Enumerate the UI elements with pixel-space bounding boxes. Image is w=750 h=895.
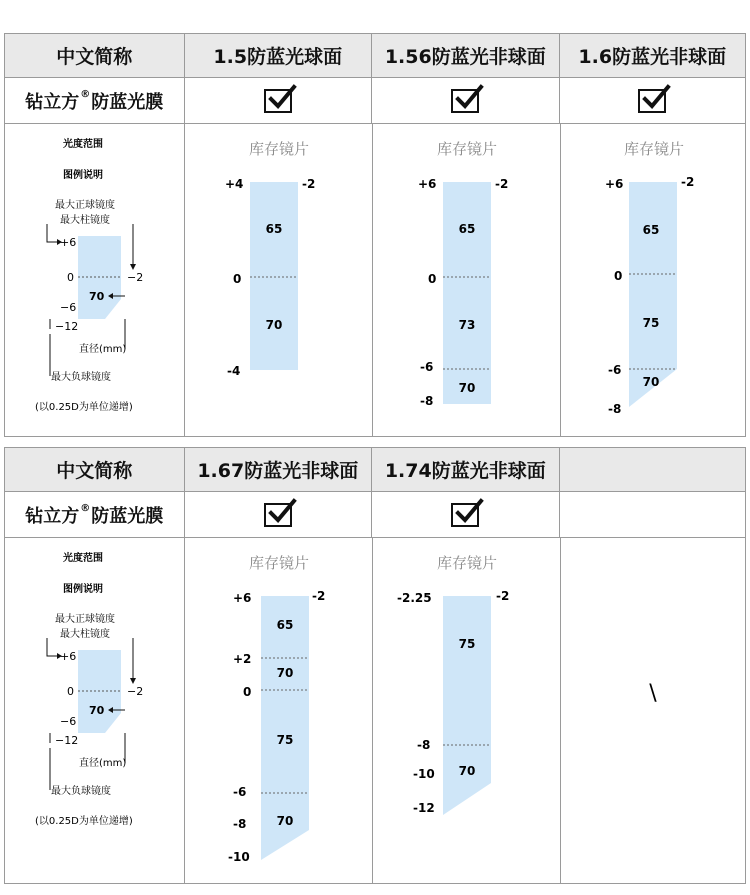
sph-label: -4 bbox=[227, 364, 241, 378]
legend-val-neg12: −12 bbox=[55, 320, 79, 333]
diameter-value: 70 bbox=[276, 814, 294, 828]
sph-label: 0 bbox=[233, 272, 242, 286]
registered-mark: ® bbox=[80, 89, 91, 100]
sph-label: -6 bbox=[233, 785, 247, 799]
legend-diam-val: 70 bbox=[89, 704, 105, 717]
legend-diagram bbox=[5, 538, 184, 883]
cyl-label: -2 bbox=[312, 589, 326, 603]
header-label: 中文简称 bbox=[5, 448, 185, 491]
power-range-row bbox=[5, 124, 745, 436]
arrow-head-icon bbox=[130, 678, 136, 684]
header-row bbox=[5, 34, 745, 78]
sph-label: 0 bbox=[428, 272, 437, 286]
coating-name: 防蓝光膜 bbox=[91, 91, 164, 113]
cyl-label: -2 bbox=[681, 175, 695, 189]
diameter-value: 75 bbox=[642, 316, 660, 330]
legend-cell bbox=[5, 538, 185, 883]
legend-step-note: (以0.25D为单位递增) bbox=[35, 816, 133, 827]
sph-label: +6 bbox=[418, 177, 437, 191]
range-diagram bbox=[561, 124, 747, 436]
legend-diagram bbox=[5, 124, 184, 436]
diameter-value: 75 bbox=[276, 733, 294, 747]
registered-mark: ® bbox=[80, 503, 91, 514]
diameter-value: 65 bbox=[276, 618, 294, 632]
legend-step-note: (以0.25D为单位递增) bbox=[35, 402, 133, 413]
sph-label: +6 bbox=[233, 591, 252, 605]
product-name: 1.74防蓝光非球面 bbox=[372, 448, 560, 491]
coating-brand: 钻立方 bbox=[25, 505, 80, 527]
range-diagram bbox=[373, 124, 560, 436]
coating-label bbox=[5, 78, 185, 123]
diameter-value: 70 bbox=[458, 381, 476, 395]
legend-title: 光度范围 bbox=[63, 553, 103, 564]
legend-cell bbox=[5, 124, 185, 436]
range-cell-4 bbox=[185, 538, 373, 883]
sph-label: -2.25 bbox=[397, 591, 432, 605]
legend-max-neg-label: 最大负球镜度 bbox=[51, 372, 111, 383]
diameter-value: 73 bbox=[458, 318, 476, 332]
product-name: 1.6防蓝光非球面 bbox=[578, 46, 727, 68]
legend-arrow-pos bbox=[47, 224, 57, 242]
diameter-value: 65 bbox=[265, 222, 283, 236]
range-cell-1 bbox=[185, 124, 373, 436]
coating-label bbox=[5, 492, 185, 537]
range-cell-5 bbox=[373, 538, 561, 883]
empty-cell bbox=[560, 492, 746, 537]
stock-label: 库存镜片 bbox=[248, 554, 310, 572]
cyl-label: -2 bbox=[302, 177, 316, 191]
diameter-value: 75 bbox=[458, 637, 476, 651]
header-label: 中文简称 bbox=[5, 34, 185, 77]
cyl-label: -2 bbox=[496, 589, 510, 603]
stock-label: 库存镜片 bbox=[436, 140, 498, 158]
range-diagram bbox=[185, 124, 372, 436]
legend-title: 光度范围 bbox=[63, 139, 103, 150]
coating-row bbox=[5, 78, 745, 124]
legend-val-pos: +6 bbox=[60, 650, 77, 663]
sph-label: +4 bbox=[225, 177, 244, 191]
range-band bbox=[443, 182, 491, 404]
legend-cyl-val: −2 bbox=[127, 685, 144, 698]
legend-val-neg12: −12 bbox=[55, 734, 79, 747]
max-pos-sphere-label: 最大正球镜度 bbox=[55, 200, 115, 211]
legend-val-pos: +6 bbox=[60, 236, 77, 249]
coating-name: 防蓝光膜 bbox=[91, 505, 164, 527]
max-cyl-label: 最大柱镜度 bbox=[60, 215, 110, 226]
legend-max-neg-label: 最大负球镜度 bbox=[51, 786, 111, 797]
lens-table-1 bbox=[4, 33, 746, 437]
stock-label: 库存镜片 bbox=[623, 140, 685, 158]
diameter-value: 65 bbox=[458, 222, 476, 236]
range-diagram bbox=[373, 538, 560, 883]
header-row bbox=[5, 448, 745, 492]
checkbox-checked-icon bbox=[264, 503, 292, 527]
sph-label: -6 bbox=[608, 363, 622, 377]
sph-label: +6 bbox=[605, 177, 624, 191]
legend-arrow-pos bbox=[47, 638, 57, 656]
product-name-empty bbox=[560, 448, 746, 491]
checkbox-checked-icon bbox=[638, 89, 666, 113]
legend-val-zero: 0 bbox=[67, 271, 74, 284]
sph-label: +2 bbox=[233, 652, 252, 666]
sph-label: -12 bbox=[413, 801, 435, 815]
diameter-value: 70 bbox=[458, 764, 476, 778]
range-diagram bbox=[185, 538, 372, 883]
diameter-value: 65 bbox=[642, 223, 660, 237]
coating-brand: 钻立方 bbox=[25, 91, 80, 113]
range-band bbox=[629, 182, 677, 407]
max-cyl-label: 最大柱镜度 bbox=[60, 629, 110, 640]
empty-mark: \ bbox=[649, 681, 657, 706]
stock-label: 库存镜片 bbox=[248, 140, 310, 158]
sph-label: -6 bbox=[420, 360, 434, 374]
legend-cyl-val: −2 bbox=[127, 271, 144, 284]
sph-label: -10 bbox=[413, 767, 435, 781]
range-cell-2 bbox=[373, 124, 561, 436]
product-name: 1.5防蓝光球面 bbox=[185, 34, 373, 77]
range-cell-empty bbox=[561, 538, 747, 883]
legend-diameter-label: 直径(mm) bbox=[79, 758, 127, 769]
legend-val-neg6: −6 bbox=[60, 301, 77, 314]
range-band bbox=[443, 596, 491, 815]
product-name: 1.67防蓝光非球面 bbox=[185, 448, 373, 491]
sph-label: -8 bbox=[420, 394, 434, 408]
sph-label: 0 bbox=[243, 685, 252, 699]
legend-subtitle: 图例说明 bbox=[63, 170, 103, 181]
range-cell-3 bbox=[561, 124, 747, 436]
sph-label: -8 bbox=[608, 402, 622, 416]
checkbox-checked-icon bbox=[451, 89, 479, 113]
legend-val-neg6: −6 bbox=[60, 715, 77, 728]
legend-val-zero: 0 bbox=[67, 685, 74, 698]
diameter-value: 70 bbox=[276, 666, 294, 680]
sph-label: -10 bbox=[228, 850, 250, 864]
checkbox-checked-icon bbox=[264, 89, 292, 113]
power-range-row bbox=[5, 538, 745, 883]
sph-label: 0 bbox=[614, 269, 623, 283]
stock-label: 库存镜片 bbox=[436, 554, 498, 572]
legend-subtitle: 图例说明 bbox=[63, 584, 103, 595]
max-pos-sphere-label: 最大正球镜度 bbox=[55, 614, 115, 625]
product-name: 1.56防蓝光非球面 bbox=[372, 34, 560, 77]
lens-table-2 bbox=[4, 447, 746, 884]
diameter-value: 70 bbox=[642, 375, 660, 389]
legend-diameter-label: 直径(mm) bbox=[79, 344, 127, 355]
diameter-value: 70 bbox=[265, 318, 283, 332]
empty-diagram bbox=[561, 538, 747, 883]
range-band bbox=[250, 182, 298, 370]
sph-label: -8 bbox=[417, 738, 431, 752]
checkbox-checked-icon bbox=[451, 503, 479, 527]
sph-label: -8 bbox=[233, 817, 247, 831]
cyl-label: -2 bbox=[495, 177, 509, 191]
legend-diam-val: 70 bbox=[89, 290, 105, 303]
coating-row bbox=[5, 492, 745, 538]
arrow-head-icon bbox=[130, 264, 136, 270]
